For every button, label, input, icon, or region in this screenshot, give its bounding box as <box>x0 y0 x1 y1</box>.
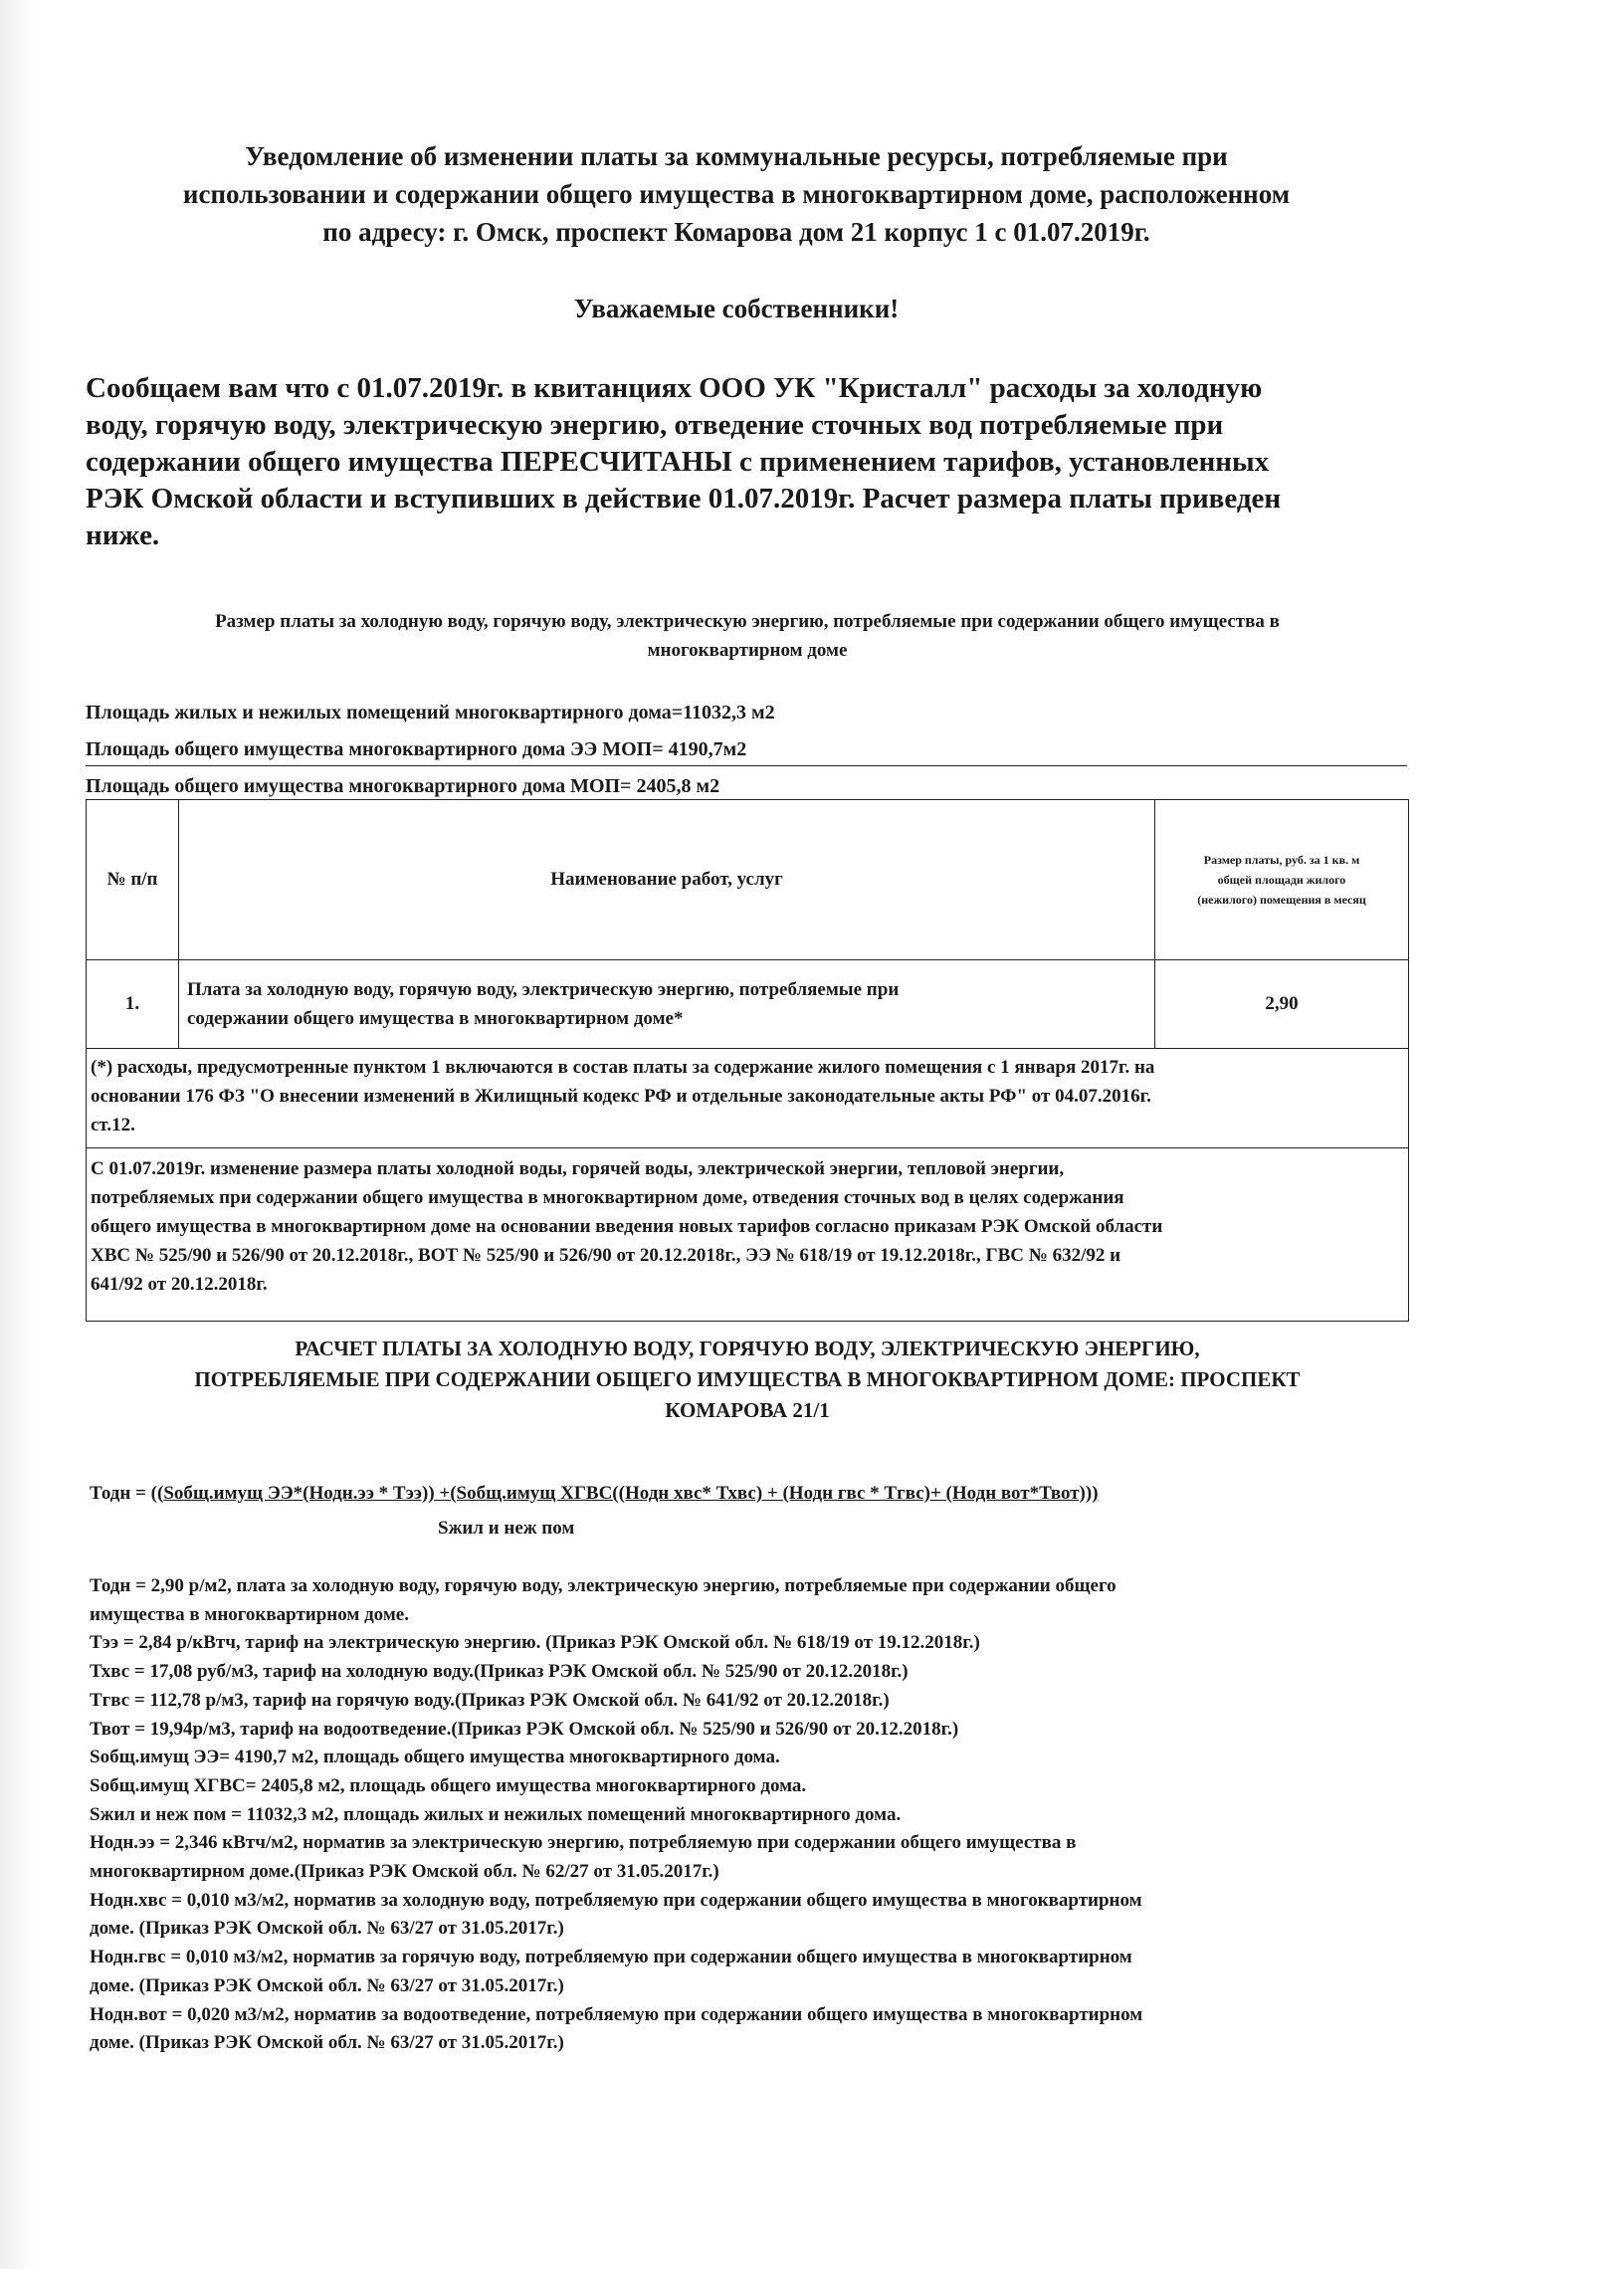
notice-title <box>95 137 1378 251</box>
area-total-line: Площадь жилых и нежилых помещений многоквартирного дома=11032,3 м2 <box>86 702 775 723</box>
legend-line: Тхвс = 17,08 руб/м3, тариф на холодную воду.(Приказ РЭК Омской обл. № 525/90 от 20.12.2018г.) <box>90 1661 909 1683</box>
formula-prefix: Тодн = (( <box>90 1483 164 1504</box>
formula-numerator: Sобщ.имущ ЭЭ*(Нодн.ээ * Тээ)) +(Sобщ.имущ ХГВС((Нодн хвс* Тхвс) + (Нодн гвс * Тгвс)+ (Нодн вот*Твот))) <box>163 1483 1099 1504</box>
fee-heading-line: многоквартирном доме <box>647 640 848 661</box>
tariff-change-note <box>87 1147 1408 1299</box>
calc-heading-line: КОМАРОВА 21/1 <box>665 1398 830 1422</box>
fee-table <box>86 799 1409 1322</box>
legend-line: доме. (Приказ РЭК Омской обл. № 63/27 от 31.05.2017г.) <box>90 2032 564 2054</box>
separator-rule <box>86 765 1407 766</box>
fee-table-header-row <box>87 800 1409 960</box>
legend-line: Sжил и неж пом = 11032,3 м2, площадь жилых и нежилых помещений многоквартирного дома. <box>90 1803 902 1825</box>
footnote-line: ст.12. <box>91 1115 135 1135</box>
legend-line: Sобщ.имущ ЭЭ= 4190,7 м2, площадь общего имущества многоквартирного дома. <box>90 1747 780 1768</box>
intro-line: ниже. <box>86 519 160 551</box>
legend-line: Тээ = 2,84 р/кВтч, тариф на электрическую энергию. (Приказ РЭК Омской обл. № 618/19 от 19.12.2018г.) <box>90 1632 980 1654</box>
formula-numerator-line <box>90 1483 1403 1505</box>
calc-heading-line: ПОТРЕБЛЯЕМЫЕ ПРИ СОДЕРЖАНИИ ОБЩЕГО ИМУЩЕСТВА В МНОГОКВАРТИРНОМ ДОМЕ: ПРОСПЕКТ <box>194 1367 1301 1391</box>
legend-line: Нодн.хвс = 0,010 м3/м2, норматив за холодную воду, потребляемую при содержании общего имущества в многоквартирном <box>90 1889 1142 1911</box>
row-number: 1. <box>87 960 179 1049</box>
intro-line: воду, горячую воду, электрическую энергию, отведение сточных вод потребляемые при <box>86 409 1224 441</box>
footnote-line: (*) расходы, предусмотренные пунктом 1 включаются в состав платы за содержание жилого помещения с 1 января 2017г. на <box>91 1057 1155 1078</box>
row-price: 2,90 <box>1155 960 1409 1049</box>
notice-title-line: использовании и содержании общего имущества в многоквартирном доме, расположенном <box>182 179 1291 209</box>
footnote <box>91 1049 1404 1147</box>
fee-heading-line: Размер платы за холодную воду, горячую воду, электрическую энергию, потребляемые при содержании общего имущества в <box>215 611 1280 632</box>
intro-paragraph <box>86 370 1399 554</box>
legend-line: Твот = 19,94р/м3, тариф на водоотведение.(Приказ РЭК Омской обл. № 525/90 и 526/90 от 20.12.2018г.) <box>90 1718 959 1740</box>
formula-denominator: Sжил и неж пом <box>438 1518 575 1539</box>
legend-line: Нодн.вот = 0,020 м3/м2, норматив за водоотведение, потребляемую при содержании общего имущества в многоквартирном <box>90 2003 1143 2025</box>
table-row <box>87 960 1409 1049</box>
change-note-line: 641/92 от 20.12.2018г. <box>91 1274 268 1295</box>
row-name-line: Плата за холодную воду, горячую воду, электрическую энергию, потребляемые при <box>187 979 900 1000</box>
header-number: № п/п <box>87 800 179 960</box>
change-note-line: С 01.07.2019г. изменение размера платы холодной воды, горячей воды, электрической энергии, тепловой энергии, <box>91 1158 1065 1179</box>
fee-section-heading <box>86 607 1409 665</box>
intro-line: содержании общего имущества ПЕРЕСЧИТАНЫ с применением тарифов, установленных <box>86 446 1270 478</box>
header-price-line: Размер платы, руб. за 1 кв. м <box>1203 853 1360 867</box>
legend-line: доме. (Приказ РЭК Омской обл. № 63/27 от 31.05.2017г.) <box>90 1974 564 1996</box>
legend-line: Тодн = 2,90 р/м2, плата за холодную воду, горячую воду, электрическую энергию, потребляемые при содержании общего <box>90 1575 1116 1596</box>
footnote-row <box>87 1049 1409 1322</box>
scan-edge-shadow <box>0 0 36 2269</box>
area-mop-line: Площадь общего имущества многоквартирного дома МОП= 2405,8 м2 <box>86 775 720 797</box>
calc-heading-line: РАСЧЕТ ПЛАТЫ ЗА ХОЛОДНУЮ ВОДУ, ГОРЯЧУЮ ВОДУ, ЭЛЕКТРИЧЕСКУЮ ЭНЕРГИЮ, <box>295 1337 1200 1360</box>
header-name: Наименование работ, услуг <box>179 800 1155 960</box>
change-note-line: общего имущества в многоквартирном доме на основании введения новых тарифов согласно приказам РЭК Омской области <box>91 1216 1163 1237</box>
footnote-cell <box>87 1049 1409 1322</box>
legend-line: доме. (Приказ РЭК Омской обл. № 63/27 от 31.05.2017г.) <box>90 1918 564 1940</box>
row-name <box>179 960 1155 1049</box>
legend-line: Нодн.гвс = 0,010 м3/м2, норматив за горячую воду, потребляемую при содержании общего имущества в многоквартирном <box>90 1947 1132 1968</box>
legend-line: Нодн.ээ = 2,346 кВтч/м2, норматив за электрическую энергию, потребляемую при содержании общего имущества в <box>90 1832 1077 1854</box>
intro-line: Сообщаем вам что с 01.07.2019г. в квитанциях ООО УК "Кристалл" расходы за холодную <box>86 372 1263 404</box>
calculation-heading <box>86 1334 1409 1426</box>
intro-line: РЭК Омской области и вступивших в действие 01.07.2019г. Расчет размера платы приведен <box>86 483 1282 515</box>
area-ee-line: Площадь общего имущества многоквартирного дома ЭЭ МОП= 4190,7м2 <box>86 738 747 760</box>
row-name-line: содержании общего имущества в многоквартирном доме* <box>187 1008 684 1029</box>
change-note-line: потребляемых при содержании общего имущества в многоквартирном доме, отведения сточных вод в целях содержания <box>91 1187 1124 1208</box>
greeting: Уважаемые собственники! <box>573 294 900 323</box>
legend-line: Тгвс = 112,78 р/м3, тариф на горячую воду.(Приказ РЭК Омской обл. № 641/92 от 20.12.2018г.) <box>90 1689 890 1711</box>
notice-title-line: по адресу: г. Омск, проспект Комарова дом 21 корпус 1 с 01.07.2019г. <box>322 217 1150 247</box>
header-price <box>1155 800 1409 960</box>
legend-line: Sобщ.имущ ХГВС= 2405,8 м2, площадь общего имущества многоквартирного дома. <box>90 1774 807 1796</box>
footnote-line: основании 176 ФЗ "О внесении изменений в Жилищный кодекс РФ и отдельные законодательные акты РФ" от 04.07.2016г. <box>91 1086 1151 1107</box>
legend-line: имущества в многоквартирном доме. <box>90 1603 409 1625</box>
header-price-line: общей площади жилого <box>1217 873 1346 887</box>
notice-title-line: Уведомление об изменении платы за коммунальные ресурсы, потребляемые при <box>245 141 1228 171</box>
legend-line: многоквартирном доме.(Приказ РЭК Омской обл. № 62/27 от 31.05.2017г.) <box>90 1861 719 1883</box>
header-price-line: (нежилого) помещения в месяц <box>1197 893 1366 907</box>
formula-legend <box>90 1572 1403 2058</box>
change-note-line: ХВС № 525/90 и 526/90 от 20.12.2018г., ВОТ № 525/90 и 526/90 от 20.12.2018г., ЭЭ № 618/19 от 19.12.2018г., ГВС № 632/92 и <box>91 1245 1121 1266</box>
